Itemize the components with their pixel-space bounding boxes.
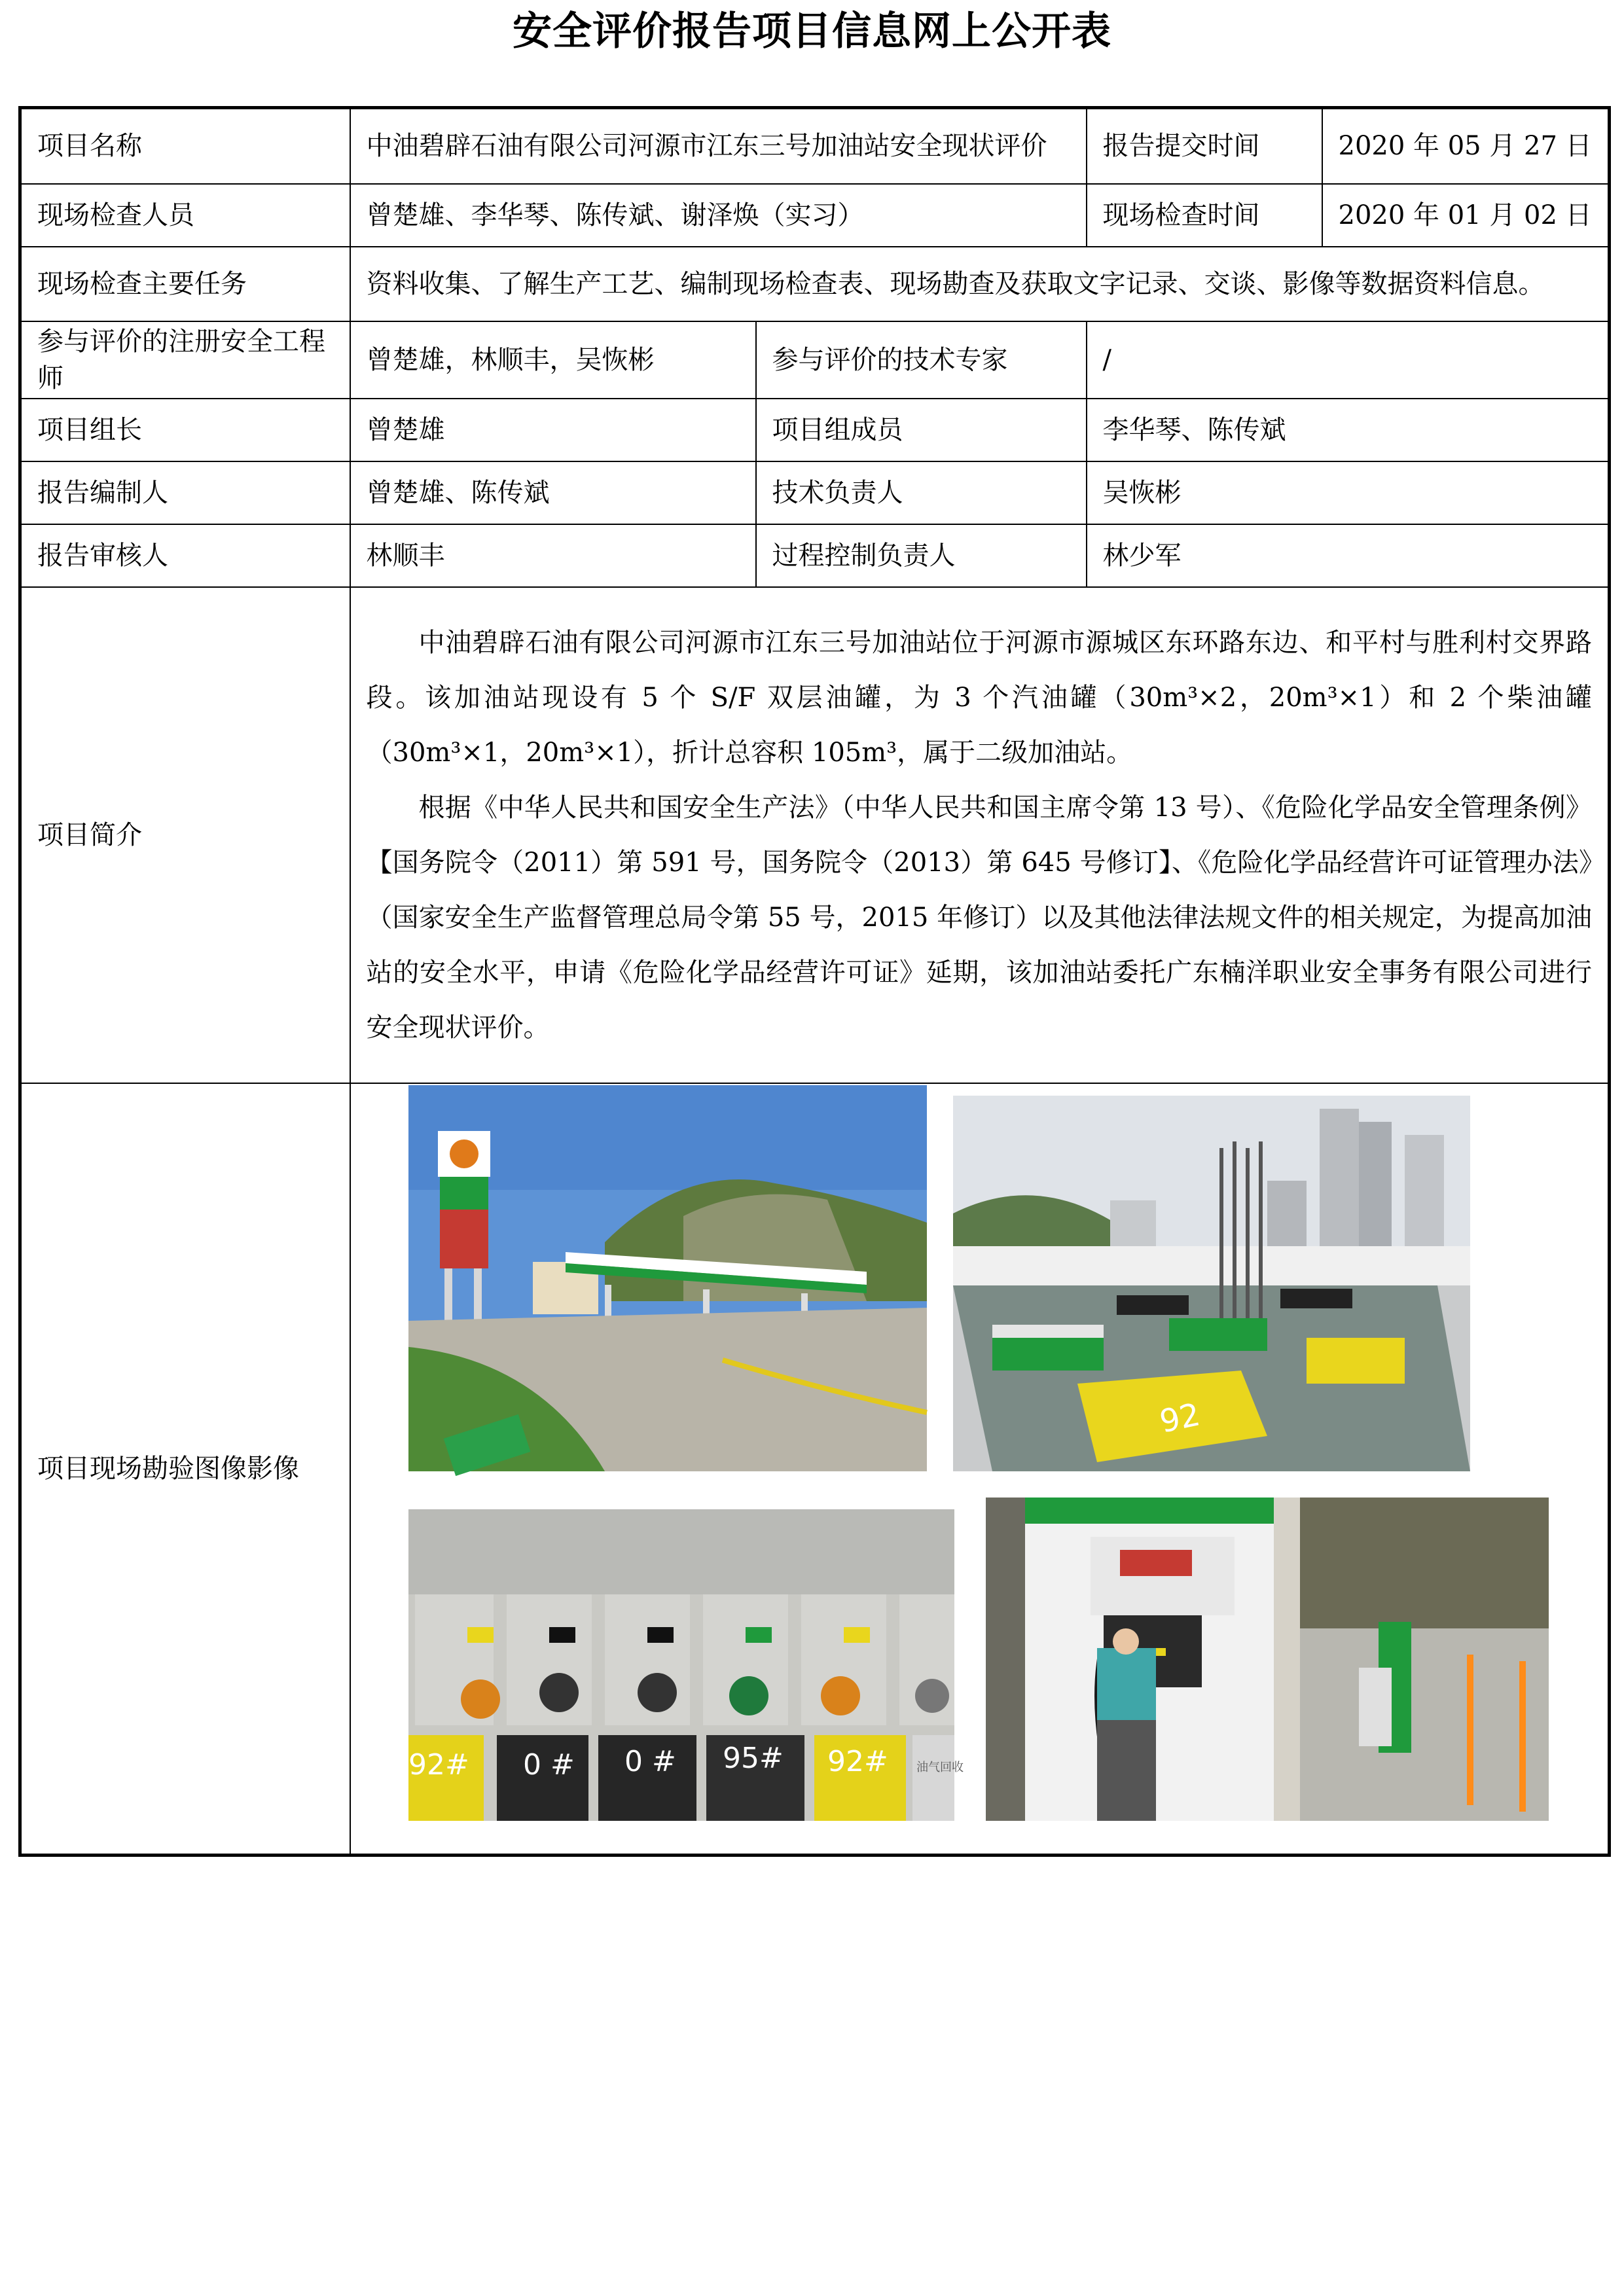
vapor-recovery-label: 油气回收	[916, 1760, 964, 1774]
row-compiler	[20, 461, 1610, 524]
intro-paragraph: 中油碧辟石油有限公司河源市江东三号加油站位于河源市源城区东环路东边、和平村与胜利村交界路段。该加油站现设有 5 个 S/F 双层油罐，为 3 个汽油罐（30m³×2，20m³×1）和 2 个柴油罐（30m³×1，20m³×1），折计总容积 105m³，属于二级加油站。	[366, 627, 1592, 768]
photos-cell	[350, 1083, 1610, 1856]
compiler-label: 报告编制人	[20, 461, 350, 524]
info-table	[18, 106, 1611, 1857]
row-inspectors	[20, 184, 1610, 247]
station-exterior-photo	[408, 1085, 927, 1471]
submit-time-label: 报告提交时间	[1087, 108, 1322, 184]
process-lead-label: 过程控制负责人	[756, 524, 1087, 587]
intro-paragraph: 根据《中华人民共和国安全生产法》（中华人民共和国主席令第 13 号）、《危险化学品安全管理条例》【国务院令（2011）第 591 号，国务院令（2013）第 645 号修订】、《危险化学品经营许可证管理办法》（国家安全生产监督管理总局令第 55 号，2015 年修订）以及其他法律法规文件的相关规定，为提高加油站的安全水平，申请《危险化学品经营许可证》延期，该加油站委托广东楠洋职业安全事务有限公司进行安全现状评价。	[366, 792, 1592, 1043]
row-reviewer	[20, 524, 1610, 587]
main-task-value: 资料收集、了解生产工艺、编制现场检查表、现场勘查及获取文字记录、交谈、影像等数据资料信息。	[350, 247, 1610, 321]
tank-lid-label: 92#	[827, 1744, 888, 1778]
inspect-time-label: 现场检查时间	[1087, 184, 1322, 247]
photos-label: 项目现场勘验图像影像	[20, 1083, 350, 1856]
reviewer-label: 报告审核人	[20, 524, 350, 587]
process-lead-value: 林少军	[1087, 524, 1610, 587]
experts-value: /	[1087, 321, 1610, 399]
tank-lid-label: 92	[1156, 1395, 1203, 1441]
row-project-name	[20, 108, 1610, 184]
inspectors-value: 曾楚雄、李华琴、陈传斌、谢泽焕（实习）	[350, 184, 1087, 247]
inspectors-label: 现场检查人员	[20, 184, 350, 247]
row-photos	[20, 1083, 1610, 1856]
intro-text	[350, 587, 1610, 1083]
members-label: 项目组成员	[756, 399, 1087, 461]
project-name-label: 项目名称	[20, 108, 350, 184]
fuel-dispenser-photo	[986, 1498, 1549, 1821]
tank-lid-label: 92#	[408, 1748, 469, 1782]
row-leader	[20, 399, 1610, 461]
tank-area-photo	[953, 1096, 1470, 1471]
members-value: 李华琴、陈传斌	[1087, 399, 1610, 461]
reviewer-value: 林顺丰	[350, 524, 756, 587]
tank-lid-label: 0 #	[522, 1748, 575, 1782]
tech-lead-value: 吴恢彬	[1087, 461, 1610, 524]
row-engineers	[20, 321, 1610, 399]
engineers-label: 参与评价的注册安全工程师	[20, 321, 350, 399]
inspect-time-value: 2020 年 01 月 02 日	[1322, 184, 1610, 247]
compiler-value: 曾楚雄、陈传斌	[350, 461, 756, 524]
experts-label: 参与评价的技术专家	[756, 321, 1087, 399]
intro-label: 项目简介	[20, 587, 350, 1083]
project-name-value: 中油碧辟石油有限公司河源市江东三号加油站安全现状评价	[350, 108, 1087, 184]
leader-value: 曾楚雄	[350, 399, 756, 461]
tank-lid-label: 95#	[722, 1741, 784, 1775]
row-intro	[20, 587, 1610, 1083]
row-main-task	[20, 247, 1610, 321]
leader-label: 项目组长	[20, 399, 350, 461]
engineers-value: 曾楚雄，林顺丰，吴恢彬	[350, 321, 756, 399]
tank-lid-label: 0 #	[624, 1744, 676, 1778]
page-title: 安全评价报告项目信息网上公开表	[513, 9, 1111, 54]
tech-lead-label: 技术负责人	[756, 461, 1087, 524]
main-task-label: 现场检查主要任务	[20, 247, 350, 321]
tank-manholes-photo	[408, 1509, 964, 1821]
submit-time-value: 2020 年 05 月 27 日	[1322, 108, 1610, 184]
